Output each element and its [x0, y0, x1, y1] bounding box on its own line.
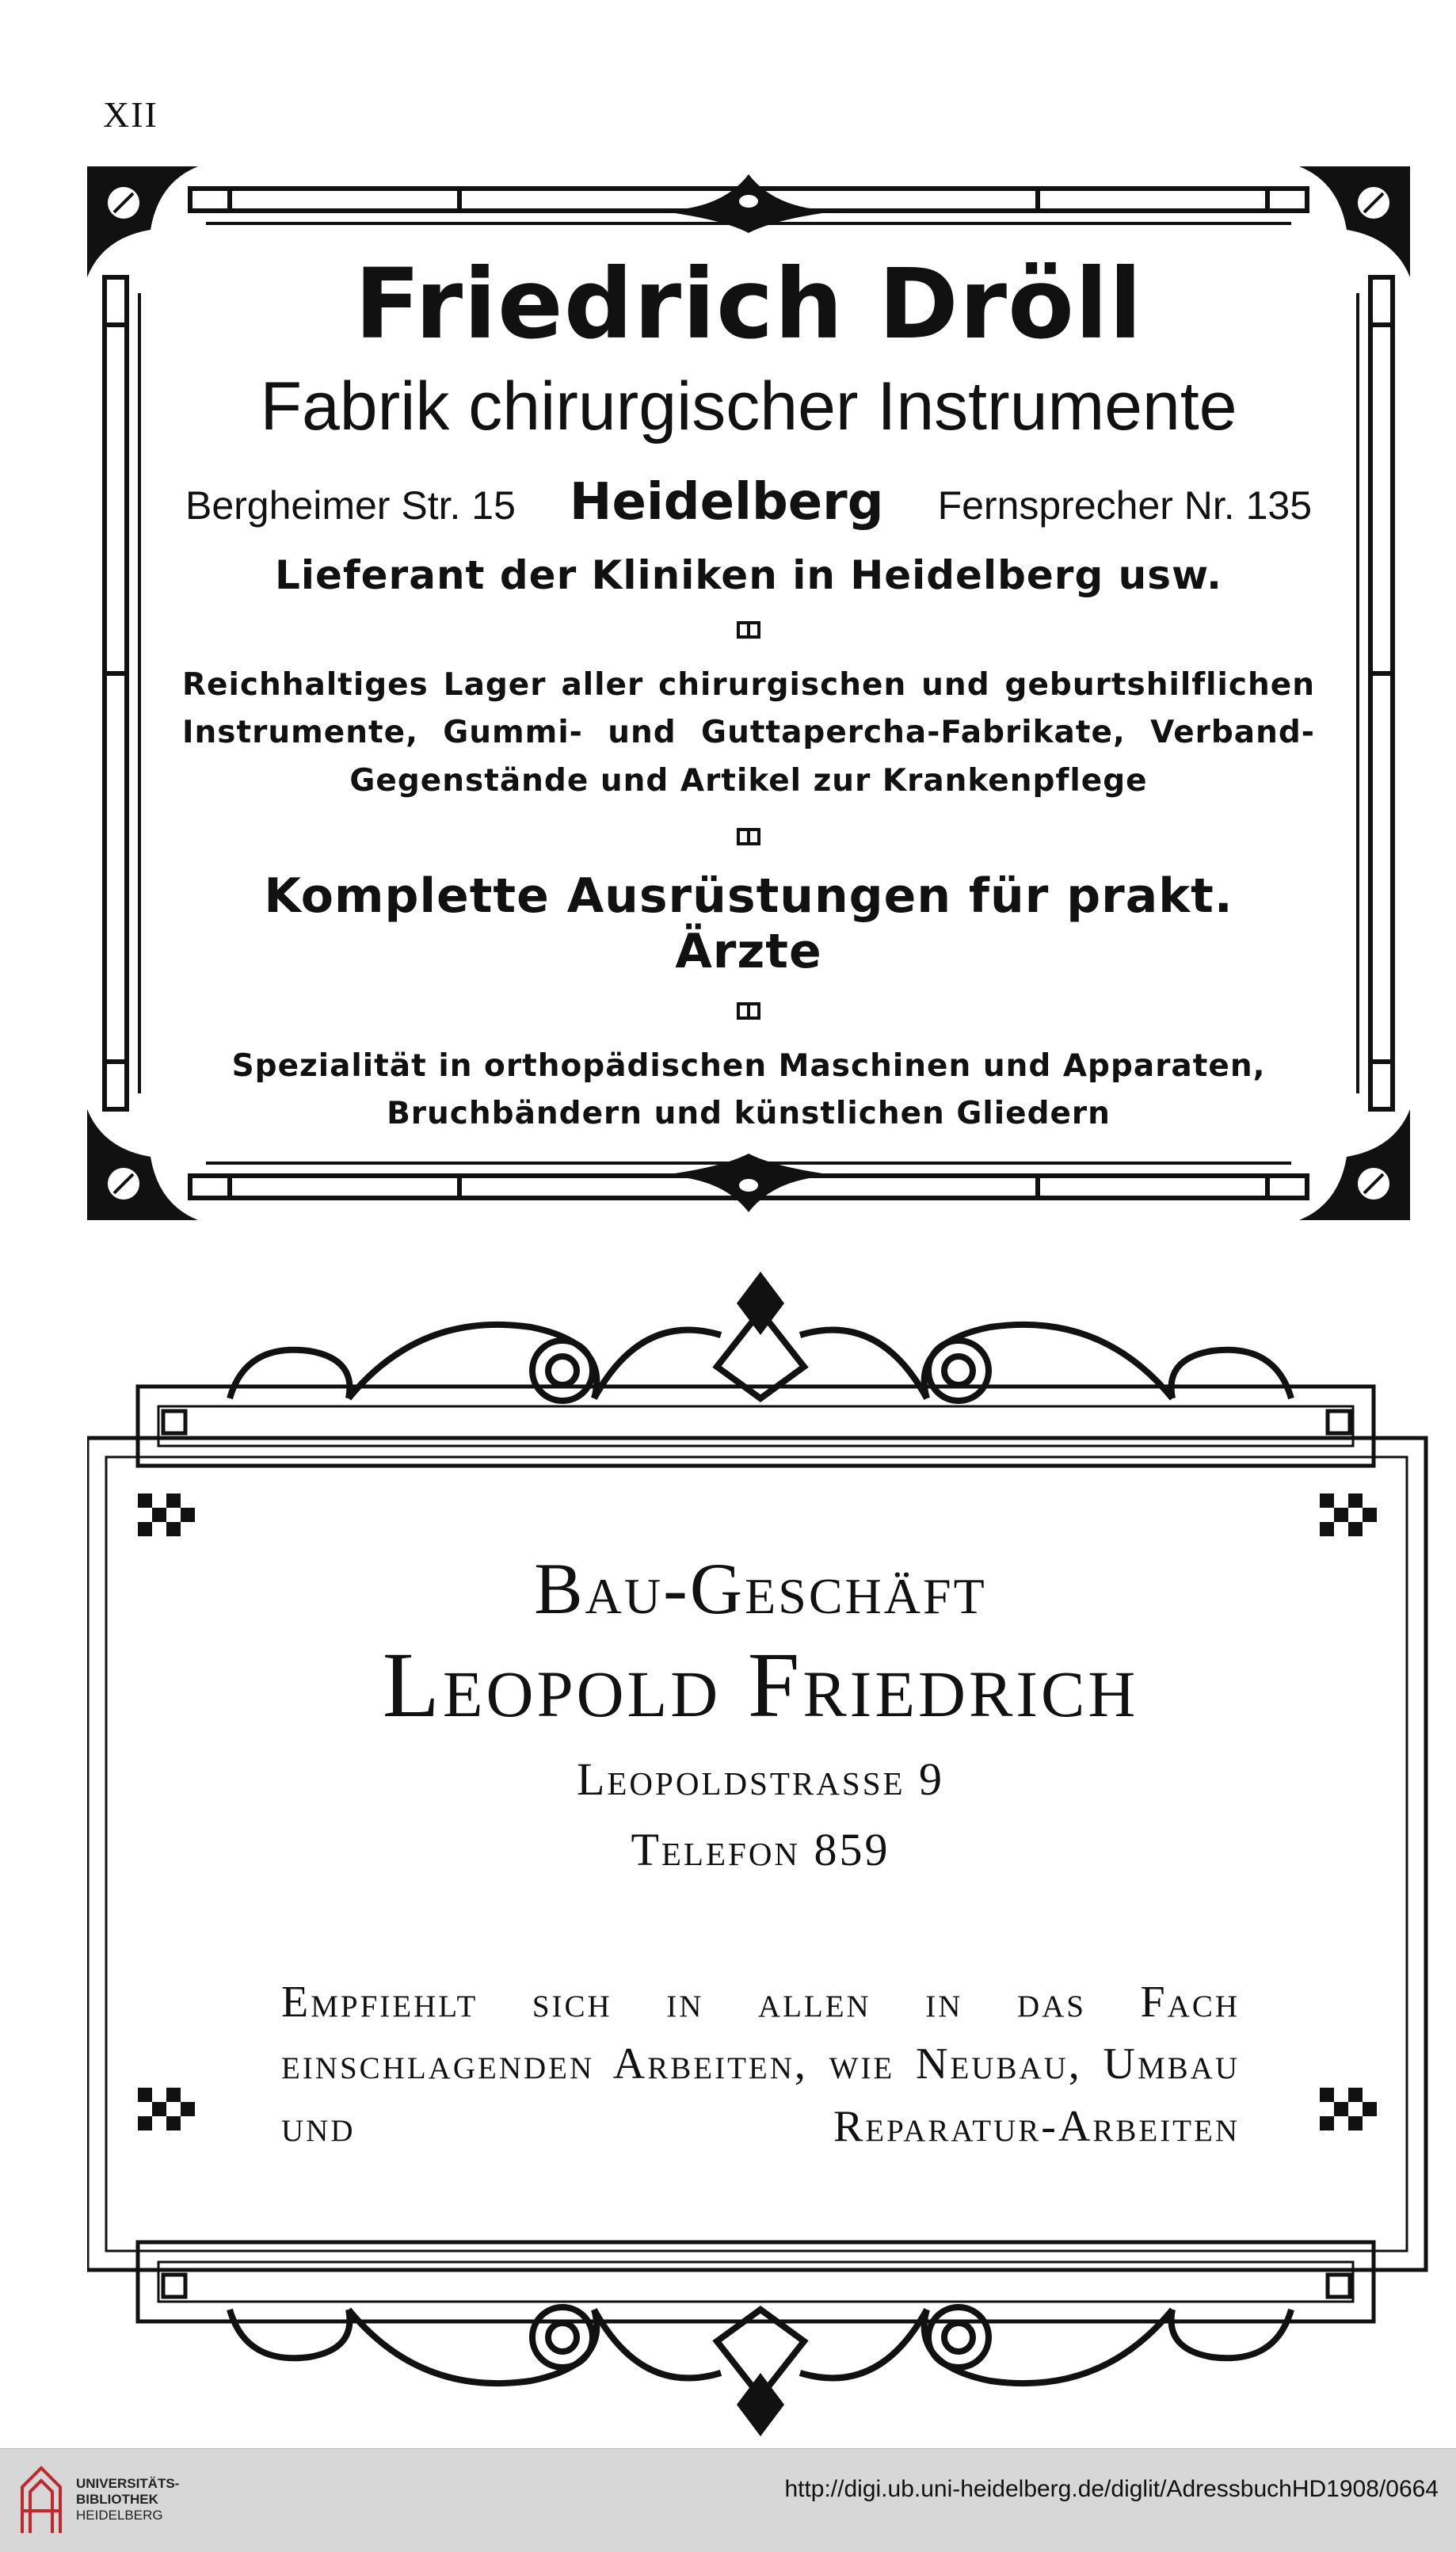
company-subtitle: Fabrik chirurgischer Instrumente: [260, 368, 1237, 445]
street-address: Bergheimer Str. 15: [185, 483, 516, 528]
separator-icon: [736, 620, 761, 639]
services-description: Empfiehlt sich in allen in das Fach einschlagenden Arbeiten, wie Neubau, Umbau und Reparatur-Arbeiten: [281, 1977, 1240, 2151]
phone-number: Telefon 859: [631, 1823, 890, 1875]
library-line-3: HEIDELBERG: [76, 2508, 163, 2523]
separator-icon: [736, 1001, 761, 1020]
stock-description: Reichhaltiges Lager aller chirurgischen und geburtshilflichen Instrumente, Gummi- und Guttapercha-Fabrikate, Verband-Gegenstände und Artikel zur Krankenpflege: [182, 666, 1315, 799]
company-name: Leopold Friedrich: [382, 1633, 1139, 1738]
library-footer: [0, 2448, 1456, 2552]
city: Heidelberg: [569, 472, 884, 532]
page-number: XII: [103, 94, 158, 135]
library-name: [76, 2476, 179, 2523]
ad-friedrich: [87, 1264, 1434, 2444]
ad-friedrich-text: [198, 1549, 1323, 2157]
company-name: Friedrich Dröll: [354, 248, 1143, 360]
ad-droell-text: [182, 248, 1315, 1139]
equipment-line: Komplette Ausrüstungen für prakt. Ärzte: [264, 868, 1233, 979]
business-type: Bau-Geschäft: [534, 1548, 987, 1629]
ad-droell: [87, 166, 1410, 1220]
contact-row: [182, 473, 1315, 532]
street-address: Leopoldstrasse 9: [576, 1753, 945, 1805]
source-url-link[interactable]: http://digi.ub.uni-heidelberg.de/diglit/AdressbuchHD1908/0664: [784, 2476, 1439, 2502]
library-line-2: BIBLIOTHEK: [76, 2492, 158, 2508]
supplier-line: Lieferant der Kliniken in Heidelberg usw.: [274, 551, 1222, 598]
phone-number: Fernsprecher Nr. 135: [937, 483, 1312, 528]
university-library-logo-icon: [17, 2463, 65, 2536]
separator-icon: [736, 827, 761, 846]
library-line-1: UNIVERSITÄTS-: [76, 2476, 180, 2491]
specialty-description: Spezialität in orthopädischen Maschinen und Apparaten, Bruchbändern und künstlichen Gliedern: [231, 1048, 1266, 1132]
